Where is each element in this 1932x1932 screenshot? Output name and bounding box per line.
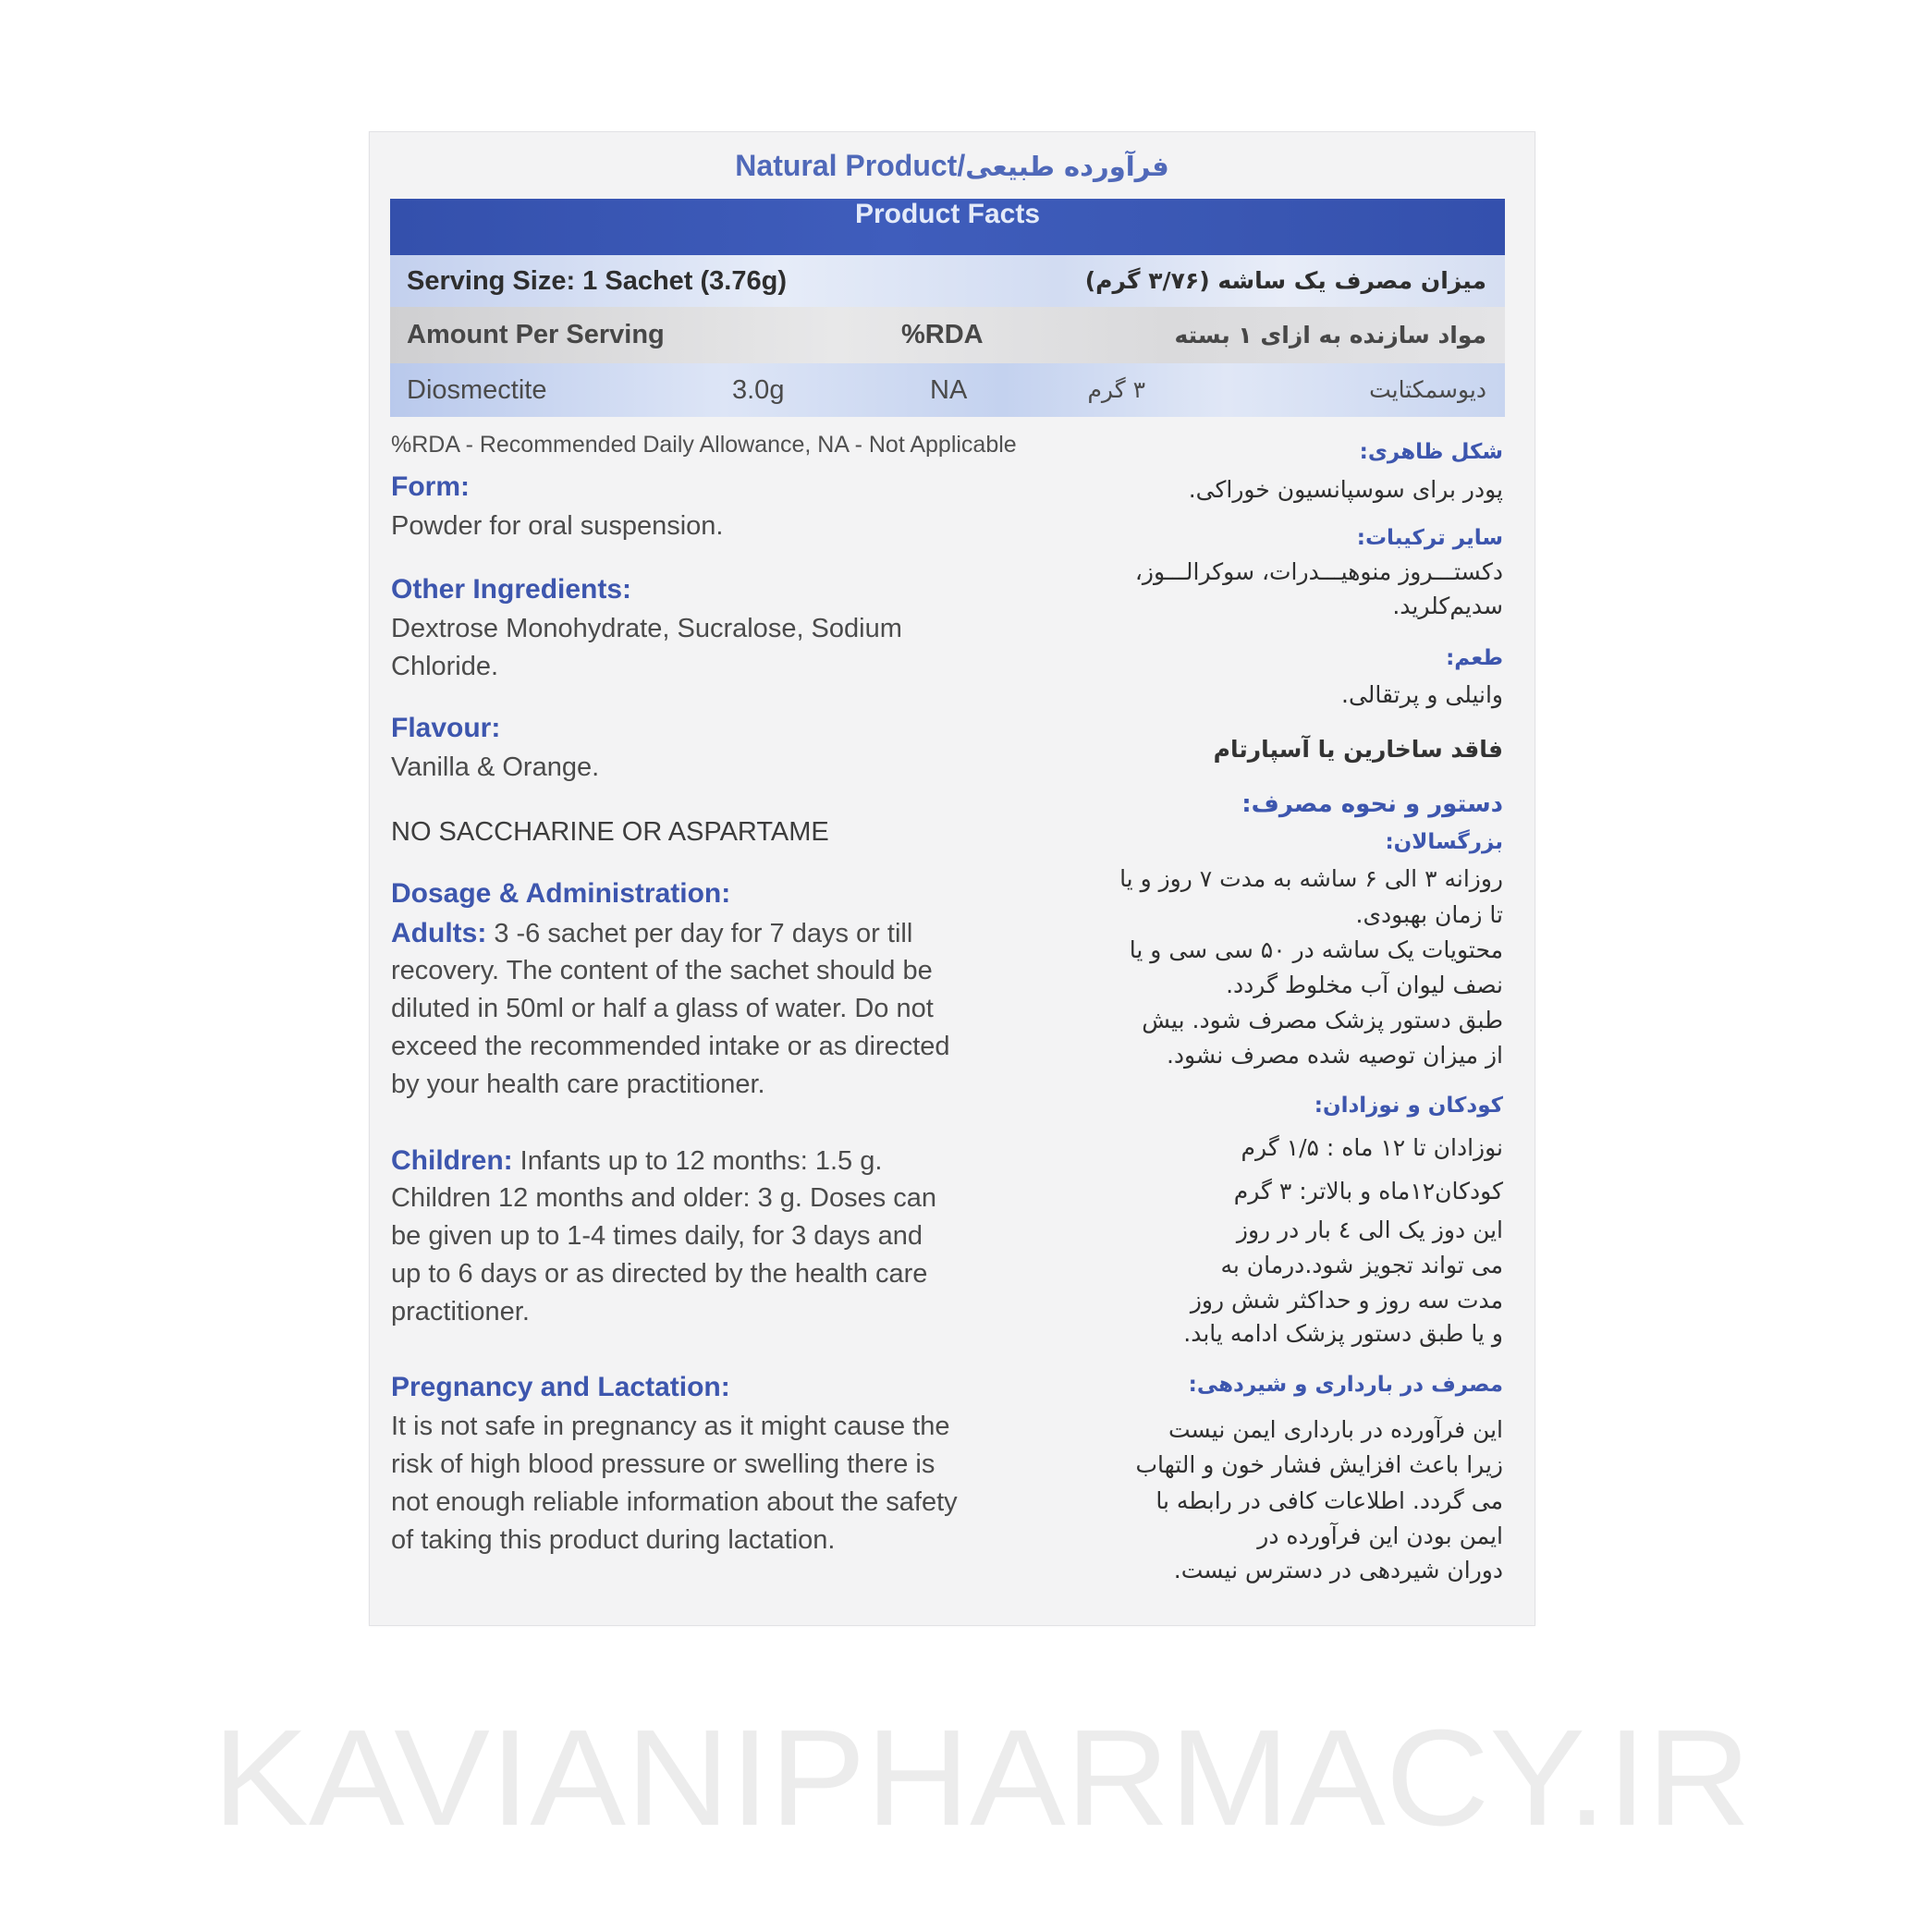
rda-footnote: %RDA - Recommended Daily Allowance, NA - Not Applicable <box>391 432 1017 458</box>
dosage-section-english <box>391 874 950 1104</box>
product-facts-table <box>390 199 1505 417</box>
children-dosage-line: up to 6 days or as directed by the health care <box>391 1259 928 1289</box>
dosage-heading: Dosage & Administration: <box>391 878 731 909</box>
children-line-persian: می تواند تجویز شود.درمان به <box>1220 1252 1503 1278</box>
title-separator: / <box>957 149 966 182</box>
pregnancy-heading-persian: مصرف در بارداری و شیردهی: <box>1188 1373 1503 1397</box>
adults-dosage-line: diluted in 50ml or half a glass of water. Do not <box>391 994 934 1023</box>
children-line-persian: این دوز یک الی ٤ بار در روز <box>1236 1217 1503 1243</box>
adults-line-persian: تا زمان بهبودی. <box>1355 901 1503 928</box>
serving-size-persian: میزان مصرف یک ساشه (۳/۷۶ گرم) <box>1084 267 1486 294</box>
pregnancy-heading: Pregnancy and Lactation: <box>391 1372 730 1402</box>
adults-line-persian: از میزان توصیه شده مصرف نشود. <box>1166 1042 1503 1069</box>
form-text-persian: پودر برای سوسپانسیون خوراکی. <box>1188 476 1503 503</box>
adults-dosage-line: exceed the recommended intake or as directed <box>391 1032 950 1061</box>
flavour-heading: Flavour: <box>391 713 501 743</box>
adults-line-persian: محتویات یک ساشه در ۵۰ سی سی و یا <box>1129 936 1503 963</box>
facts-header-title: Product Facts <box>854 199 1041 229</box>
adults-heading-persian: بزرگسالان: <box>1385 830 1503 854</box>
flavour-text: Vanilla & Orange. <box>391 752 600 782</box>
amount-per-serving-english: Amount Per Serving <box>407 320 665 349</box>
flavour-heading-persian: طعم: <box>1446 646 1503 670</box>
ingredient-name-english: Diosmectite <box>407 375 547 405</box>
pregnancy-line-persian: دوران شیردهی در دسترس نیست. <box>1173 1557 1503 1584</box>
ingredient-name-persian: دیوسمکتایت <box>1369 376 1486 403</box>
adults-line-persian: نصف لیوان آب مخلوط گردد. <box>1226 972 1503 998</box>
rda-column-header: %RDA <box>901 320 984 349</box>
adults-dosage-line: by your health care practitioner. <box>391 1070 765 1099</box>
other-ingredients-line: Dextrose Monohydrate, Sucralose, Sodium <box>391 614 902 643</box>
pregnancy-line-persian: می گردد. اطلاعات کافی در رابطه با <box>1156 1487 1503 1514</box>
children-line-persian: کودکان۱۲ماه و بالاتر: ۳ گرم <box>1233 1178 1503 1204</box>
adults-label: Adults: <box>391 918 487 948</box>
pregnancy-line: not enough reliable information about the safety <box>391 1487 958 1517</box>
children-line-persian: و یا طبق دستور پزشک ادامه یابد. <box>1183 1320 1503 1347</box>
no-saccharine-notice-persian: فاقد ساخارین یا آسپارتام <box>1213 736 1503 763</box>
pregnancy-line-persian: ایمن بودن این فرآورده در <box>1257 1522 1503 1549</box>
no-saccharine-notice: NO SACCHARINE OR ASPARTAME <box>391 817 829 847</box>
serving-size-row <box>390 255 1505 307</box>
other-ingredients-heading-persian: سایر ترکیبات: <box>1356 526 1503 550</box>
children-line-persian: مدت سه روز و حداکثر شش روز <box>1190 1287 1503 1314</box>
form-heading: Form: <box>391 471 470 502</box>
other-ingredients-line: Chloride. <box>391 652 499 681</box>
amount-per-serving-persian: مواد سازنده به ازای ۱ بسته <box>1174 322 1486 348</box>
pregnancy-line-persian: زیرا باعث افزایش فشار خون و التهاب <box>1135 1451 1503 1478</box>
adults-line-persian: طبق دستور پزشک مصرف شود. بیش <box>1142 1007 1503 1033</box>
children-dosage-line <box>391 1142 936 1180</box>
pregnancy-line: It is not safe in pregnancy as it might cause the <box>391 1412 950 1441</box>
serving-size-english: Serving Size: 1 Sachet (3.76g) <box>407 266 787 296</box>
pregnancy-line: of taking this product during lactation. <box>391 1525 836 1555</box>
title-persian: فرآورده طبیعی <box>965 151 1169 182</box>
facts-header-row <box>390 199 1505 255</box>
children-section-english <box>391 1142 936 1331</box>
children-dosage-line: be given up to 1-4 times daily, for 3 days and <box>391 1221 923 1251</box>
form-heading-persian: شکل ظاهری: <box>1359 440 1503 464</box>
ingredient-amount: 3.0g <box>732 375 785 405</box>
form-section-english <box>391 467 723 545</box>
dosage-heading-persian: دستور و نحوه مصرف: <box>1241 790 1503 818</box>
form-text: Powder for oral suspension. <box>391 511 724 541</box>
pregnancy-line: risk of high blood pressure or swelling there is <box>391 1449 935 1479</box>
children-line-persian: نوزادان تا ۱۲ ماه : ۱/۵ گرم <box>1241 1134 1503 1161</box>
product-label-card <box>369 131 1535 1626</box>
other-ingredients-heading: Other Ingredients: <box>391 574 632 605</box>
adults-line-persian: روزانه ۳ الی ۶ ساشه به مدت ۷ روز و یا <box>1119 865 1503 892</box>
ingredient-amount-persian: ۳ گرم <box>1087 376 1145 403</box>
other-ingredients-section-english <box>391 569 902 686</box>
other-ingredients-line-persian: دکستـــروز منوهیـــدرات، سوکرالـــوز، <box>1134 558 1503 585</box>
children-label: Children: <box>391 1145 513 1176</box>
children-dosage-line: practitioner. <box>391 1297 530 1327</box>
site-watermark <box>213 1710 1751 1849</box>
children-dosage-text: Infants up to 12 months: 1.5 g. <box>520 1146 883 1176</box>
pregnancy-line-persian: این فرآورده در بارداری ایمن نیست <box>1168 1416 1503 1443</box>
pregnancy-section-english <box>391 1367 958 1559</box>
children-dosage-line: Children 12 months and older: 3 g. Doses can <box>391 1183 937 1213</box>
ingredient-rda: NA <box>930 375 968 405</box>
label-title <box>370 149 1535 191</box>
watermark-text: KAVIANIPHARMACY.IR <box>213 1710 1751 1849</box>
amount-per-serving-row <box>390 307 1505 363</box>
title-english: Natural Product <box>735 149 958 182</box>
adults-dosage-line <box>391 914 950 952</box>
adults-dosage-text: 3 -6 sachet per day for 7 days or till <box>494 919 913 948</box>
adults-dosage-line: recovery. The content of the sachet should be <box>391 956 933 985</box>
other-ingredients-line-persian: سدیم‌کلرید. <box>1392 593 1503 619</box>
flavour-section-english <box>391 708 599 787</box>
flavour-text-persian: وانیلی و پرتقالی. <box>1341 681 1503 708</box>
ingredient-row <box>390 363 1505 417</box>
notice-section-english <box>391 813 829 851</box>
children-heading-persian: کودکان و نوزادان: <box>1314 1094 1503 1118</box>
